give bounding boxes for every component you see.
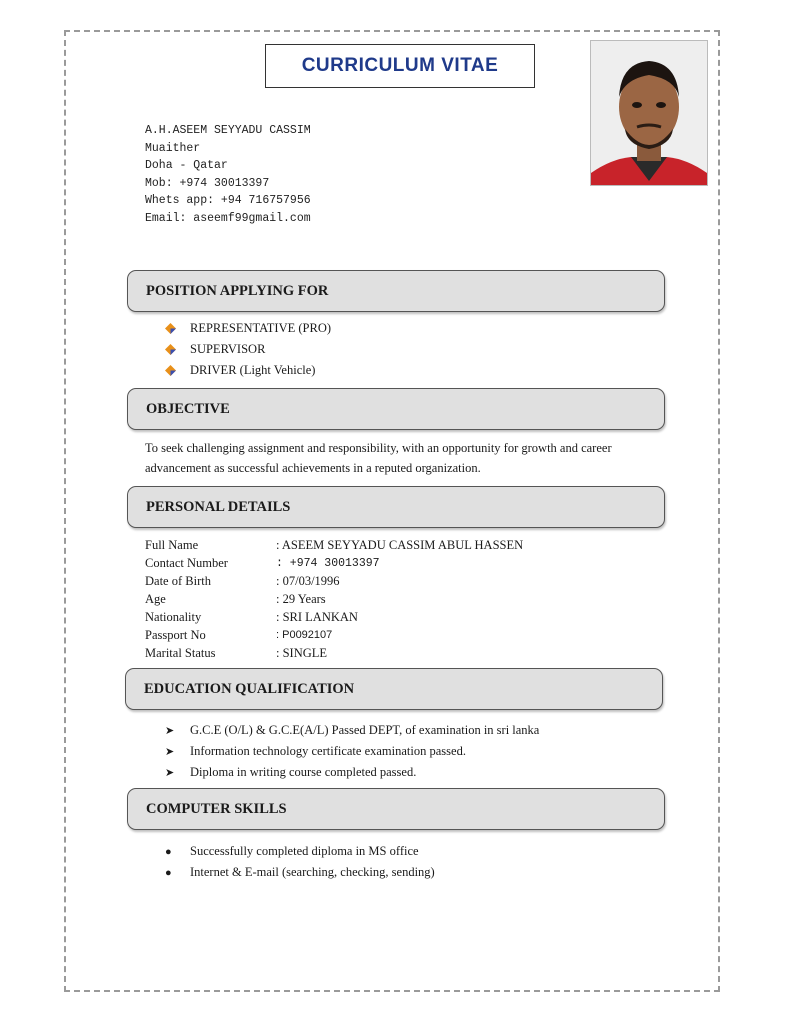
- section-position-header: [127, 270, 665, 312]
- computer-skills-list: [165, 841, 435, 883]
- list-item: [165, 862, 435, 883]
- contact-area: Muaither: [145, 141, 201, 155]
- table-row: [145, 626, 523, 644]
- table-row: [145, 608, 523, 626]
- contact-block: [145, 122, 311, 227]
- detail-value: : 29 Years: [276, 591, 326, 606]
- computer-item-label: Internet & E-mail (searching, checking, sending): [190, 865, 435, 879]
- detail-label: Contact Number: [145, 555, 228, 570]
- arrow-bullet-icon: ➤: [165, 767, 175, 779]
- detail-label: Passport No: [145, 627, 206, 642]
- detail-label: Marital Status: [145, 645, 216, 660]
- section-computer-header: [127, 788, 665, 830]
- position-item-label: SUPERVISOR: [190, 342, 266, 356]
- portrait-image: [591, 41, 707, 185]
- contact-name: A.H.ASEEM SEYYADU CASSIM: [145, 124, 311, 137]
- list-item: [165, 741, 539, 762]
- title-box: [265, 44, 535, 88]
- section-education-title: EDUCATION QUALIFICATION: [144, 680, 355, 697]
- arrow-bullet-icon: ➤: [165, 725, 175, 737]
- detail-value: : 07/03/1996: [276, 573, 340, 588]
- profile-photo: [590, 40, 708, 186]
- position-item-label: REPRESENTATIVE (PRO): [190, 321, 332, 335]
- education-item-label: Information technology certificate examination passed.: [190, 744, 466, 758]
- contact-whatsapp: Whets app: +94 716757956: [145, 194, 311, 207]
- section-personal-header: [127, 486, 665, 528]
- arrow-bullet-icon: ➤: [165, 746, 175, 758]
- detail-value: : ASEEM SEYYADU CASSIM ABUL HASSEN: [276, 537, 524, 552]
- detail-value: : P0092107: [276, 629, 333, 641]
- diamond-bullet-icon: [165, 323, 190, 334]
- list-item: [165, 841, 435, 862]
- list-item: [165, 318, 331, 339]
- education-item-label: Diploma in writing course completed passed.: [190, 765, 417, 779]
- section-objective-header: [127, 388, 665, 430]
- position-item-label: DRIVER (Light Vehicle): [190, 363, 316, 377]
- detail-label: Nationality: [145, 609, 202, 624]
- list-item: [165, 762, 539, 783]
- contact-email: Email: aseemf99gmail.com: [145, 211, 311, 225]
- section-position-title: POSITION APPLYING FOR: [146, 282, 329, 299]
- computer-item-label: Successfully completed diploma in MS office: [190, 844, 419, 858]
- document-title: CURRICULUM VITAE: [301, 55, 499, 76]
- position-list: [165, 318, 331, 381]
- list-item: [165, 720, 539, 741]
- table-row: [145, 554, 523, 572]
- contact-city: Doha - Qatar: [145, 159, 228, 172]
- dot-bullet-icon: ●: [165, 845, 172, 858]
- table-row: [145, 644, 523, 662]
- section-personal-title: PERSONAL DETAILS: [146, 498, 291, 515]
- education-item-label: G.C.E (O/L) & G.C.E(A/L) Passed DEPT, of examination in sri lanka: [190, 723, 540, 737]
- detail-value: : SRI LANKAN: [276, 609, 358, 624]
- table-row: [145, 572, 523, 590]
- personal-details-table: [145, 536, 523, 662]
- dot-bullet-icon: ●: [165, 866, 172, 879]
- table-row: [145, 590, 523, 608]
- detail-label: Age: [145, 591, 166, 606]
- education-list: [165, 720, 539, 783]
- section-education-header: [125, 668, 663, 710]
- list-item: [165, 360, 331, 381]
- detail-value: : SINGLE: [276, 645, 328, 660]
- objective-text: To seek challenging assignment and responsibility, with an opportunity for growth and career advancement as successful achievements in a reputed organization.: [145, 441, 612, 475]
- detail-value: : +974 30013397: [276, 556, 380, 570]
- section-computer-title: COMPUTER SKILLS: [146, 800, 287, 817]
- list-item: [165, 339, 331, 360]
- table-row: [145, 536, 523, 554]
- contact-mobile: Mob: +974 30013397: [145, 176, 270, 190]
- detail-label: Full Name: [145, 537, 199, 552]
- diamond-bullet-icon: [165, 365, 190, 376]
- detail-label: Date of Birth: [145, 573, 211, 588]
- section-objective-title: OBJECTIVE: [146, 400, 230, 417]
- diamond-bullet-icon: [165, 344, 190, 355]
